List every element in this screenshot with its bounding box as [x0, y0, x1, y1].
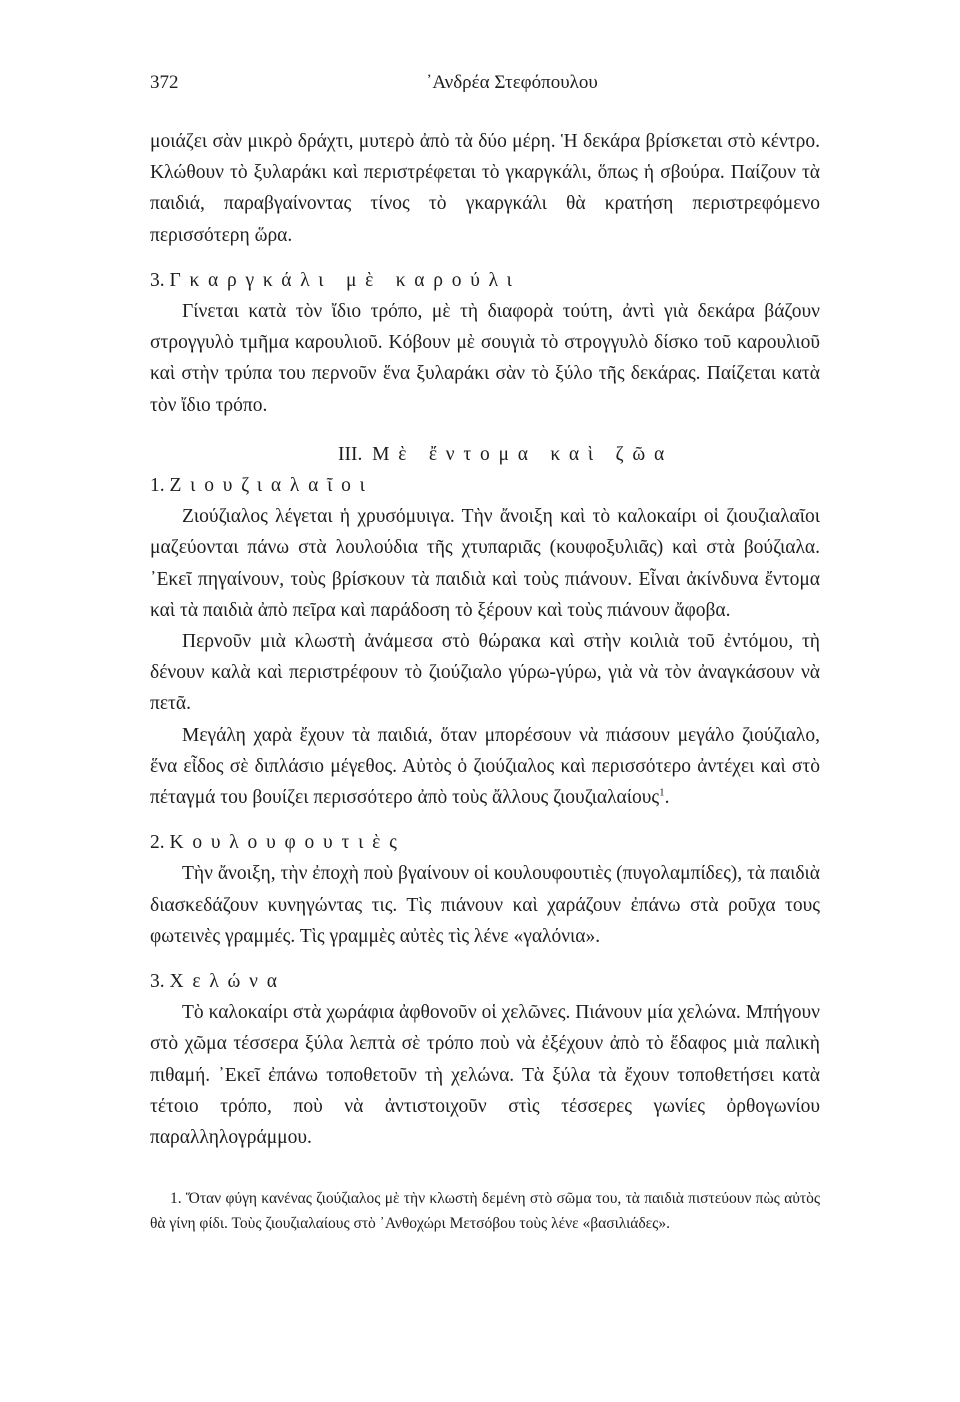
page-number: 372 — [150, 72, 179, 93]
section-title-text: Μὲ ἔντομα καὶ ζῶα — [372, 443, 673, 465]
heading-kouloufouties — [150, 827, 820, 858]
heading-number: 2. — [150, 832, 165, 854]
paragraph-kouloufouties: Τὴν ἄνοιξη, τὴν ἐποχὴ ποὺ βγαίνουν οἱ κουλουφουτιὲς (πυγολαμπίδες), τὰ παιδιὰ διασκεδάζουν κυνηγώντας τις. Τὶς πιάνουν καὶ χαράζουν ἐπάνω στὰ ροῦχα τους φωτεινὲς γραμμές. Τὶς γραμμὲς αὐτὲς τὶς λένε «γαλόνια». — [150, 863, 820, 947]
heading-gargkali — [150, 265, 820, 296]
paragraph-zioziaai-2: Περνοῦν μιὰ κλωστὴ ἀνάμεσα στὸ θώρακα καὶ στὴν κοιλιὰ τοῦ ἐντόμου, τὴ δένουν καλὰ καὶ περιστρέφουν τὸ ζιούζιαλο γύρω-γύρω, γιὰ νὰ τὸν ἀναγκάσουν νὰ πετᾶ. — [150, 631, 820, 715]
paragraph-intro: μοιάζει σὰν μικρὸ δράχτι, μυτερὸ ἀπὸ τὰ δύο μέρη. Ἡ δεκάρα βρίσκεται στὸ κέντρο. Κλώθουν τὸ ξυλαράκι καὶ περιστρέφεται τὸ γκαργκάλι, ὅπως ἡ σβούρα. Παίζουν τὰ παιδιά, παραβγαίνοντας τίνος τὸ γκαργκάλι θὰ κρατήση περιστρεφόμενο περισσότερη ὥρα. — [150, 131, 820, 246]
section-number: III. — [338, 443, 363, 465]
footnote-text: 1. Ὅταν φύγη κανένας ζιούζιαλος μὲ τὴν κλωστὴ δεμένη στὸ σῶμα του, τὰ παιδιὰ πιστεύουν πὼς αὐτὸς θὰ γίνη φίδι. Τοὺς ζιουζιαλαίους στὸ ᾿Ανθοχώρι Μετσόβου τοὺς λένε «βασιλιάδες». — [150, 1190, 820, 1232]
page-header — [0, 72, 960, 102]
section-title — [150, 439, 820, 470]
footnote-marker: 1 — [659, 786, 665, 799]
heading-text: Ζιουζιαλαῖοι — [169, 475, 374, 497]
heading-number: 1. — [150, 475, 165, 497]
paragraph-chelona: Τὸ καλοκαίρι στὰ χωράφια ἀφθονοῦν οἱ χελῶνες. Πιάνουν μία χελώνα. Μπήγουν στὸ χῶμα τέσσερα ξύλα λεπτὰ σὲ τρόπο ποὺ νὰ ἐξέχουν ἀπὸ τὸ ἔδαφος μιὰ παλικὴ πιθαμή. ᾿Εκεῖ ἐπάνω τοποθετοῦν τὴ χελώνα. Τὰ ξύλα τὰ ἔχουν τοποθετήσει κατὰ τέτοιο τρόπο, ποὺ νὰ ἀντιστοιχοῦν στὶς τέσσερες γωνίες ὀρθογωνίου παραλληλογράμμου. — [150, 1002, 820, 1149]
heading-text: Γκαργκάλι μὲ καρούλι — [169, 269, 521, 291]
heading-number: 3. — [150, 269, 165, 291]
body-text — [150, 126, 820, 1153]
heading-text: Κουλουφουτιὲς — [169, 832, 406, 854]
heading-text: Χελώνα — [169, 971, 286, 993]
heading-number: 3. — [150, 971, 165, 993]
running-head: ᾿Ανδρέα Στεφόπουλου — [426, 72, 598, 93]
heading-chelona — [150, 966, 820, 997]
paragraph-gargkali: Γίνεται κατὰ τὸν ἴδιο τρόπο, μὲ τὴ διαφορὰ τούτη, ἀντὶ γιὰ δεκάρα βάζουν στρογγυλὸ τμῆμα καρουλιοῦ. Κόβουν μὲ σουγιὰ τὸ στρογγυλὸ δίσκο τοῦ καρουλιοῦ καὶ στὴν τρύπα του περνοῦν ἕνα ξυλαράκι σὰν τὸ ξύλο τῆς δεκάρας. Παίζεται κατὰ τὸν ἴδιο τρόπο. — [150, 301, 820, 416]
heading-zioziaai — [150, 470, 820, 501]
paragraph-text: Μεγάλη χαρὰ ἔχουν τὰ παιδιά, ὅταν μπορέσουν νὰ πιάσουν μεγάλο ζιούζιαλο, ἕνα εἶδος σὲ διπλάσιο μέγεθος. Αὐτὸς ὁ ζιούζιαλος καὶ περισσότερο ἀντέχει καὶ στὸ πέταγμά του βουίζει περισσότερο ἀπὸ τοὺς ἄλλους ζιουζιαλαίους — [150, 724, 820, 809]
paragraph-end: . — [664, 787, 670, 809]
paragraph-zioziaai-3 — [150, 720, 820, 814]
paragraph-zioziaai-1: Ζιούζιαλος λέγεται ἡ χρυσόμυιγα. Τὴν ἄνοιξη καὶ τὸ καλοκαίρι οἱ ζιουζιαλαῖοι μαζεύονται πάνω στὰ λουλούδια τῆς χτυπαριᾶς (κουφοξυλιᾶς) καὶ στὰ βούζιαλα. ᾿Εκεῖ πηγαίνουν, τοὺς βρίσκουν τὰ παιδιὰ καὶ τοὺς πιάνουν. Εἶναι ἀκίνδυνα ἔντομα καὶ τὰ παιδιὰ ἀπὸ πεῖρα καὶ παράδοση τὸ ξέρουν καὶ τοὺς πιάνουν ἄφοβα. — [150, 506, 820, 621]
footnote — [150, 1187, 820, 1236]
